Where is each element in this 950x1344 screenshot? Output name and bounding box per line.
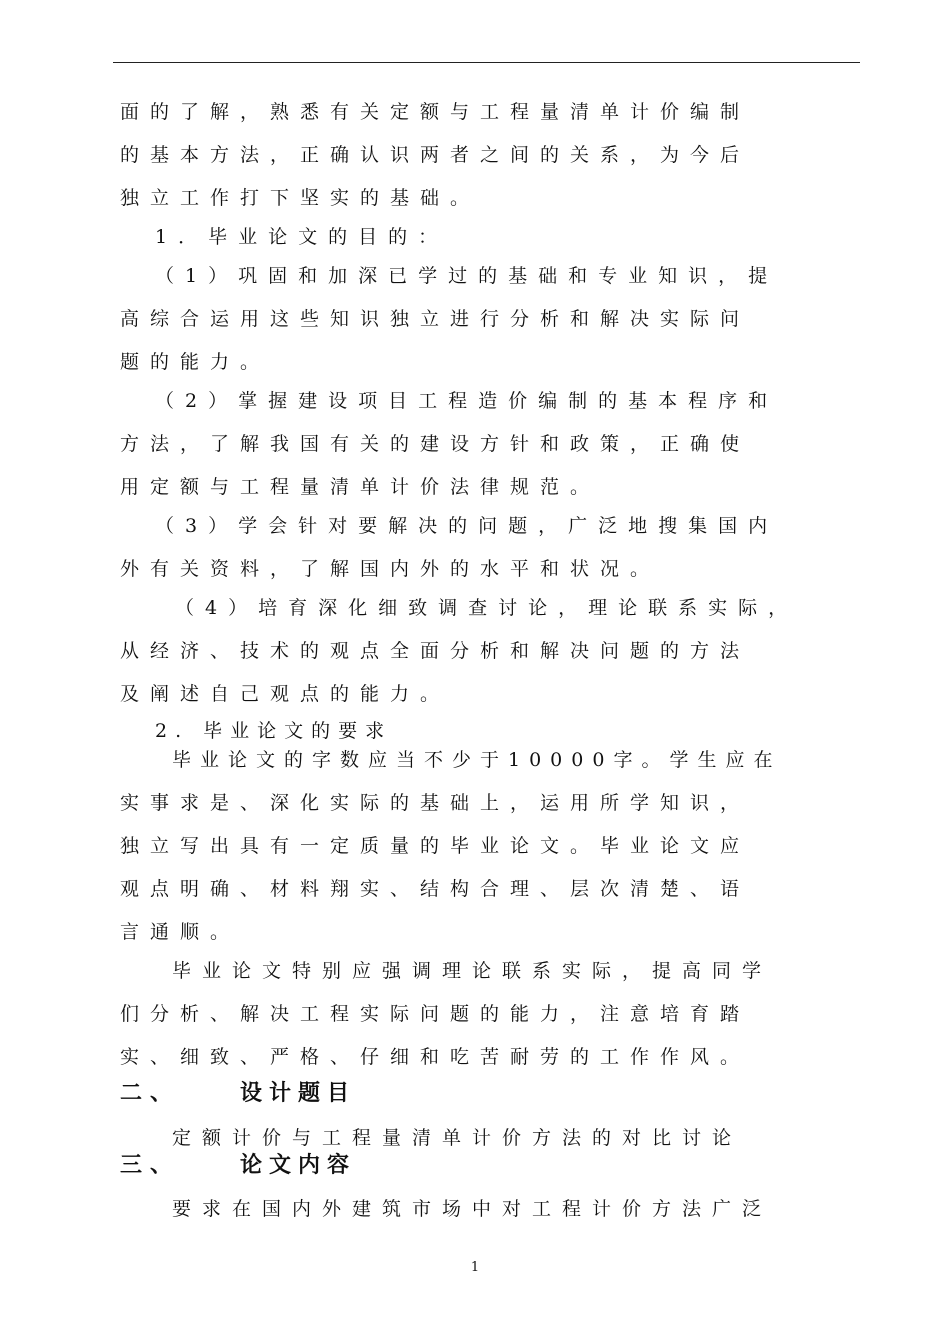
subheading-objectives: 1．毕业论文的目的： [155, 226, 449, 248]
section-heading-design-topic [120, 1080, 357, 1108]
text-line: （2）掌握建设项目工程造价编制的基本程序和 [155, 390, 779, 412]
text-line: 高综合运用这些知识独立进行分析和解决实际问 [120, 308, 751, 330]
text-line: 独立写出具有一定质量的毕业论文。毕业论文应 [120, 835, 751, 857]
text-line: 实事求是、深化实际的基础上，运用所学知识， [120, 792, 751, 814]
section-number: 二、 [120, 1081, 181, 1106]
text-line: 毕业论文的字数应当不少于10000字。学生应在 [172, 749, 782, 771]
subheading-requirements: 2. 毕业论文的要求 [155, 720, 393, 742]
page-number: 1 [470, 1260, 480, 1275]
text-line: 毕业论文特别应强调理论联系实际，提高同学 [172, 960, 773, 982]
section-title: 设计题目 [240, 1081, 357, 1106]
text-line: 的基本方法，正确认识两者之间的关系，为今后 [120, 144, 751, 166]
section-number: 三、 [120, 1153, 181, 1178]
text-line: （3）学会针对要解决的问题，广泛地搜集国内 [155, 515, 779, 537]
text-line: 要求在国内外建筑市场中对工程计价方法广泛 [172, 1198, 773, 1220]
text-line: 方法，了解我国有关的建设方针和政策，正确使 [120, 433, 751, 455]
text-line: 们分析、解决工程实际问题的能力，注意培育踏 [120, 1003, 751, 1025]
text-line: 用定额与工程量清单计价法律规范。 [120, 476, 601, 498]
text-line: 观点明确、材料翔实、结构合理、层次清楚、语 [120, 878, 751, 900]
text-line: 外有关资料，了解国内外的水平和状况。 [120, 558, 661, 580]
text-line: 题的能力。 [120, 351, 271, 373]
text-line: 实、细致、严格、仔细和吃苦耐劳的工作作风。 [120, 1046, 751, 1068]
header-rule [113, 62, 860, 63]
section-title: 论文内容 [240, 1153, 357, 1178]
text-line: 及阐述自己观点的能力。 [120, 683, 451, 705]
text-line: 面的了解，熟悉有关定额与工程量清单计价编制 [120, 101, 751, 123]
text-line: 独立工作打下坚实的基础。 [120, 187, 481, 209]
text-line: 言通顺。 [120, 921, 241, 943]
text-line: 从经济、技术的观点全面分析和解决问题的方法 [120, 640, 751, 662]
text-line: （4）培育深化细致调查讨论，理论联系实际， [175, 597, 799, 619]
section-heading-thesis-content [120, 1152, 357, 1180]
text-line: （1）巩固和加深已学过的基础和专业知识，提 [155, 265, 779, 287]
thesis-topic: 定额计价与工程量清单计价方法的对比讨论 [172, 1127, 743, 1149]
